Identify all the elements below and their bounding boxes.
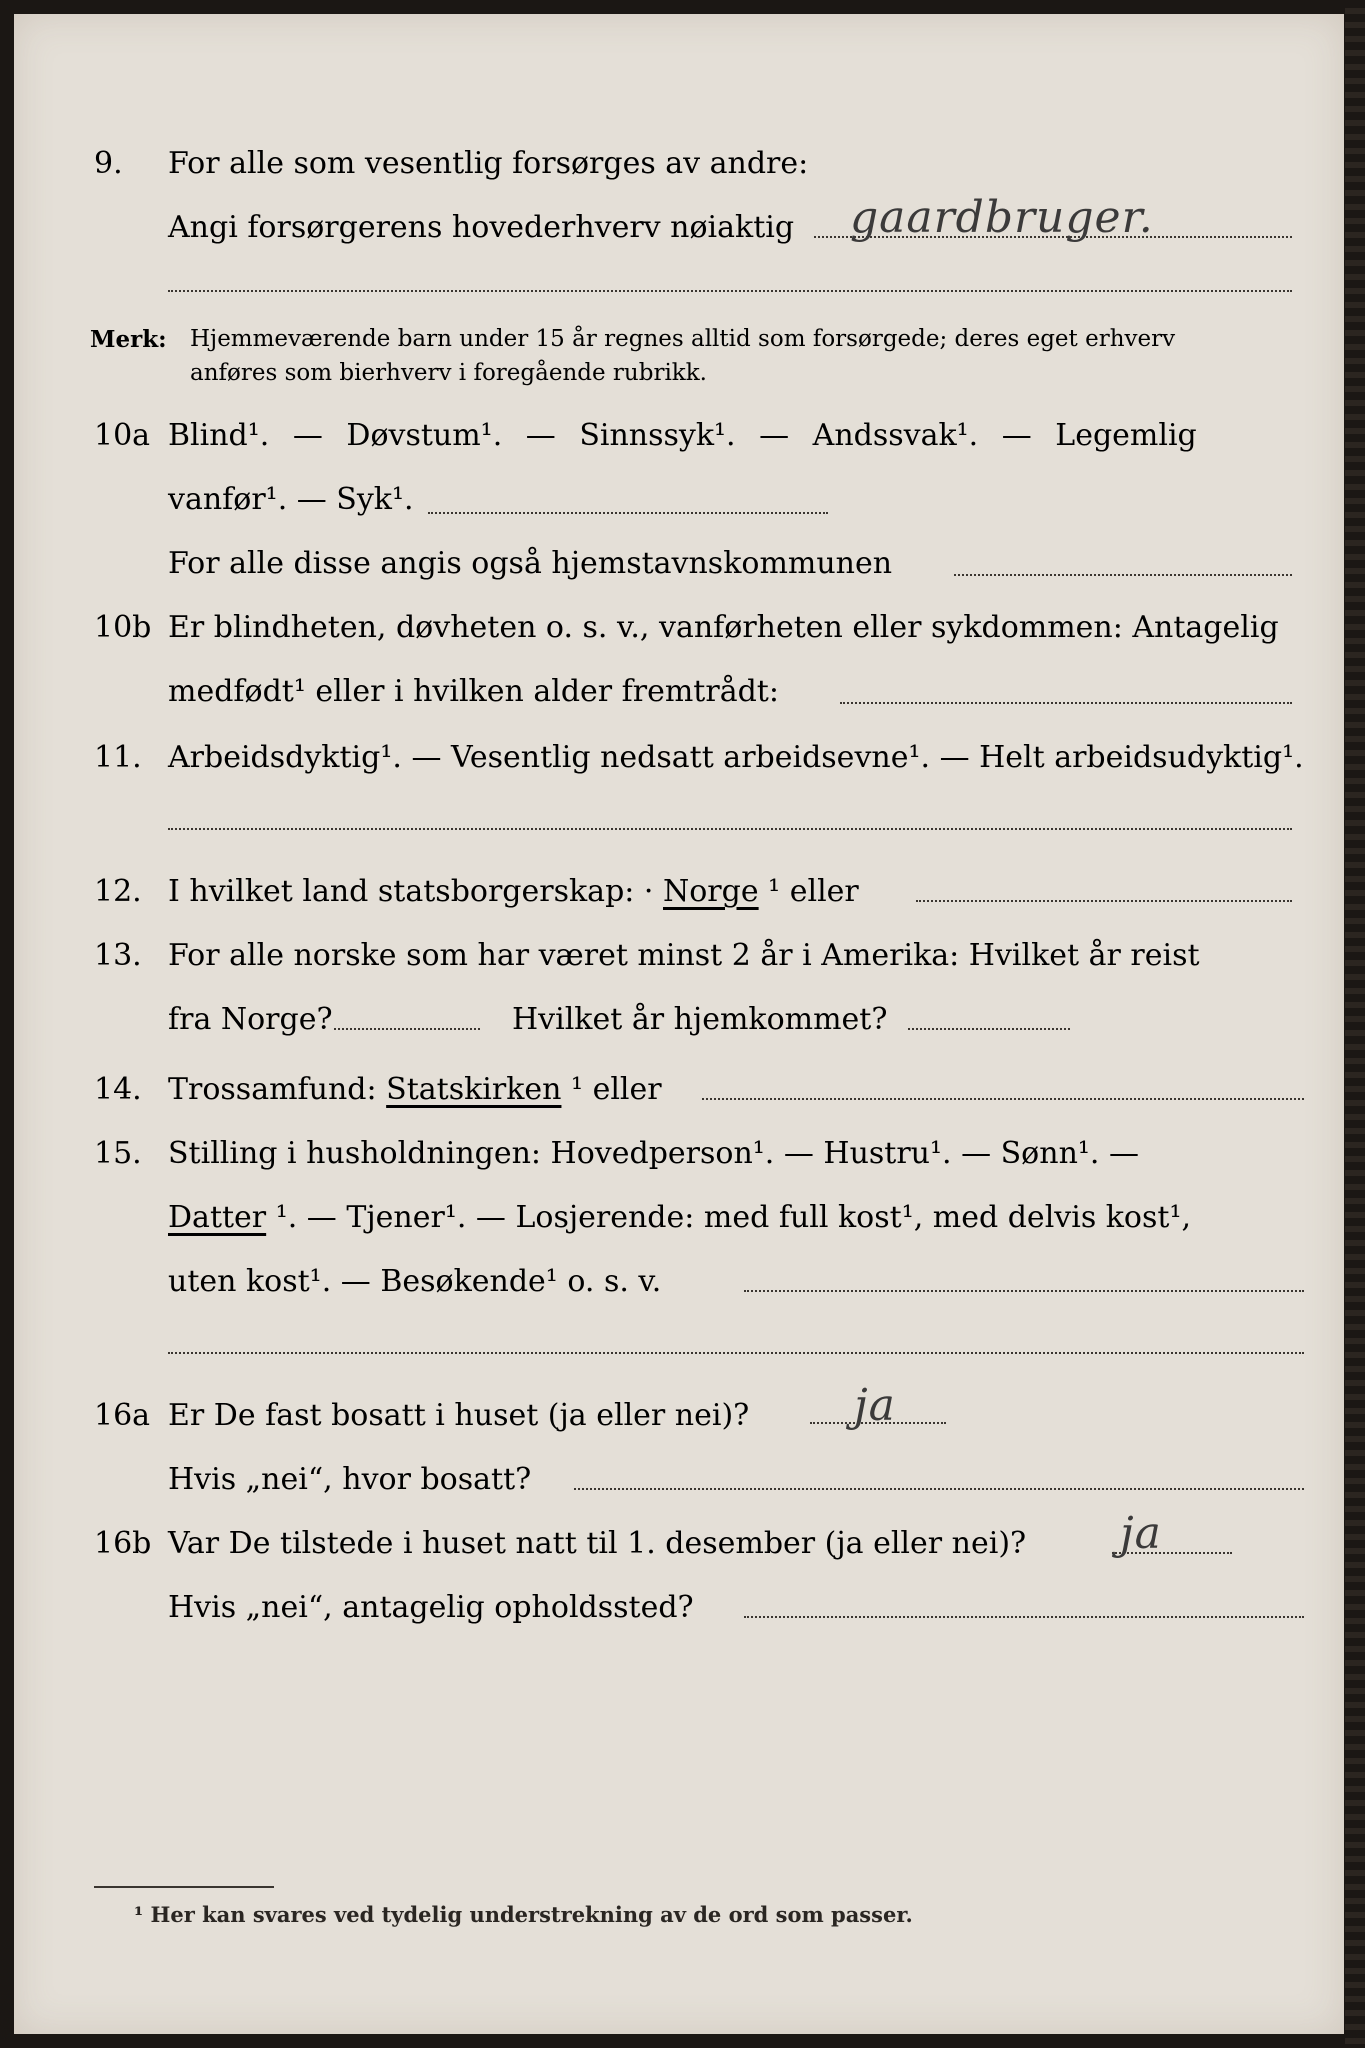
q13-line1: For alle norske som har været minst 2 år i Amerika: Hvilket år reist	[168, 938, 1200, 973]
merk-line2: anføres som bierhverv i foregående rubrikk.	[190, 360, 707, 386]
q9-line2: Angi forsørgerens hovederhverv nøiaktig	[168, 210, 795, 245]
q13-line2b: Hvilket år hjemkommet?	[512, 1002, 888, 1037]
q16a-line1: Er De fast bosatt i huset (ja eller nei)?	[168, 1398, 750, 1433]
merk-label: Merk:	[90, 326, 167, 353]
q16b-opholdssted-line	[744, 1616, 1304, 1618]
page-edge-binding	[1345, 0, 1365, 2048]
q10a-number: 10a	[94, 418, 151, 453]
q15-number: 15.	[94, 1136, 142, 1171]
q10b-line2: medfødt¹ eller i hvilken alder fremtrådt:	[168, 674, 779, 709]
q16b-line2: Hvis „nei“, antagelig opholdssted?	[168, 1590, 694, 1625]
q14-question: Trossamfund:	[168, 1072, 377, 1107]
q12-option-norge: Norge	[663, 874, 759, 909]
q16b-number: 16b	[94, 1526, 152, 1561]
q11-line1: Arbeidsdyktig¹. — Vesentlig nedsatt arbeidsevne¹. — Helt arbeidsudyktig¹.	[168, 740, 1304, 775]
q15-option-datter: Datter	[168, 1200, 267, 1235]
q10a-home-line	[954, 574, 1292, 576]
q16b-line1: Var De tilstede i huset natt til 1. desember (ja eller nei)?	[168, 1526, 1027, 1561]
q9-extra-line	[168, 290, 1292, 292]
footnote-rule	[94, 1886, 274, 1888]
q15-line1: Stilling i husholdningen: Hovedperson¹. — Hustru¹. — Sønn¹. —	[168, 1136, 1139, 1171]
q15-line2	[168, 1200, 1191, 1235]
q10b-answer-line	[840, 702, 1292, 704]
q16a-handwritten-answer: ja	[854, 1380, 896, 1431]
q9-number: 9.	[94, 146, 123, 181]
q16a-line2: Hvis „nei“, hvor bosatt?	[168, 1462, 532, 1497]
q10b-number: 10b	[94, 610, 152, 645]
q10a-line2: vanfør¹. — Syk¹.	[168, 482, 414, 517]
form-page	[14, 14, 1344, 2034]
q13-reist-line	[334, 1028, 480, 1030]
q10a-answer-line	[428, 512, 828, 514]
q14-answer-line	[702, 1098, 1304, 1100]
q13-line2a: fra Norge?	[168, 1002, 333, 1037]
q10a-line1: Blind¹. — Døvstum¹. — Sinnssyk¹. — Andssvak¹. — Legemlig	[168, 418, 1197, 453]
q12-eller: ¹ eller	[768, 874, 859, 909]
q11-answer-line	[168, 828, 1292, 830]
q14-text	[168, 1072, 662, 1107]
q13-hjemkommet-line	[908, 1028, 1070, 1030]
q16b-handwritten-answer: ja	[1120, 1508, 1162, 1559]
q15-line3: uten kost¹. — Besøkende¹ o. s. v.	[168, 1264, 662, 1299]
q9-handwritten-answer: gaardbruger.	[850, 192, 1154, 243]
q10a-line3: For alle disse angis også hjemstavnskommunen	[168, 546, 893, 581]
q12-question: I hvilket land statsborgerskap: ·	[168, 874, 654, 909]
q15-answer-line	[744, 1290, 1304, 1292]
q12-number: 12.	[94, 874, 142, 909]
q12-answer-line	[916, 900, 1292, 902]
q14-option-statskirken: Statskirken	[386, 1072, 562, 1107]
q13-number: 13.	[94, 938, 142, 973]
q10b-line1: Er blindheten, døvheten o. s. v., vanførheten eller sykdommen: Antagelig	[168, 610, 1279, 645]
q14-number: 14.	[94, 1072, 142, 1107]
q15-line2-rest: ¹. — Tjener¹. — Losjerende: med full kost¹, med delvis kost¹,	[275, 1200, 1192, 1235]
q9-line1: For alle som vesentlig forsørges av andre:	[168, 146, 809, 181]
footnote-text: ¹ Her kan svares ved tydelig understrekning av de ord som passer.	[134, 1902, 913, 1927]
q16a-bosatt-line	[574, 1488, 1304, 1490]
q11-number: 11.	[94, 740, 142, 775]
q16a-number: 16a	[94, 1398, 151, 1433]
merk-line1: Hjemmeværende barn under 15 år regnes alltid som forsørgede; deres eget erhverv	[190, 326, 1176, 352]
q15-extra-line	[168, 1352, 1304, 1354]
q14-eller: ¹ eller	[571, 1072, 662, 1107]
q12-text	[168, 874, 859, 909]
